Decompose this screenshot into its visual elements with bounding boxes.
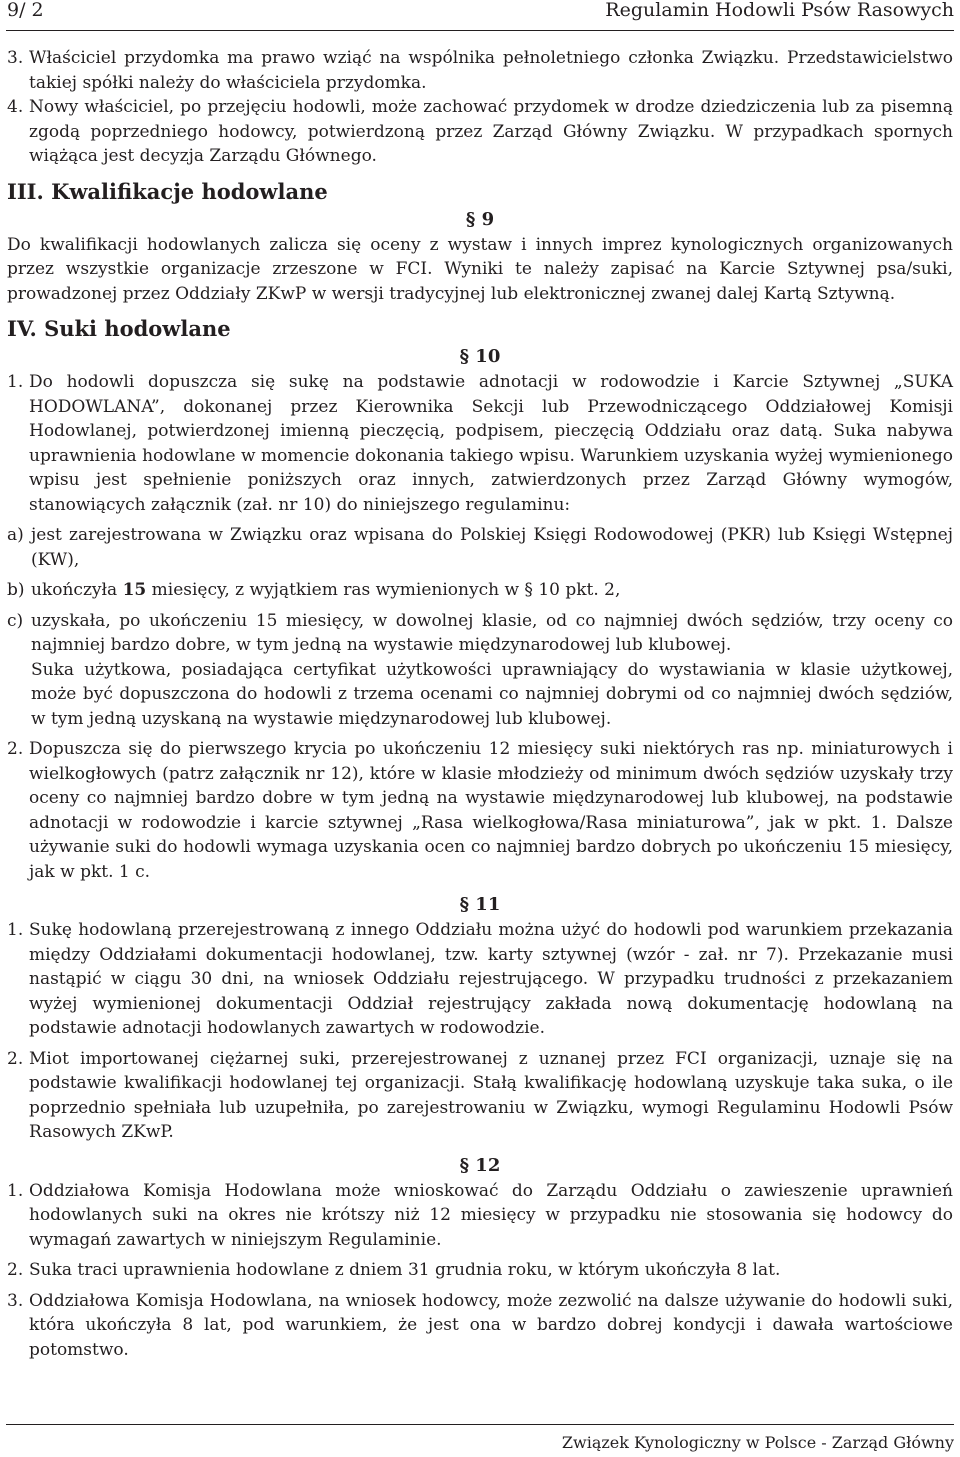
sub-item-letter: a) xyxy=(7,525,24,545)
sub-b-post: miesięcy, z wyjątkiem ras wymienionych w § 10 pkt. 2, xyxy=(151,580,621,600)
paragraph-9-heading: § 9 xyxy=(465,208,495,230)
item-text: Nowy właściciel, po przejęciu hodowli, może zachować przydomek w drodze dziedziczenia lub za pisemną zgodą poprzedniego hodowcy, potwierdzoną przez Zarząd Główny Związku. W przypadkach spornych wiążąca jest decyzja Zarządu Głównego. xyxy=(29,97,953,166)
item-number: 1. xyxy=(7,1180,24,1201)
sub-item-text xyxy=(31,578,953,603)
list-item xyxy=(7,95,953,169)
list-item xyxy=(7,737,953,884)
item-number: 4. xyxy=(7,97,24,117)
item-number: 1. xyxy=(7,372,24,392)
sub-item-text: jest zarejestrowana w Związku oraz wpisana do Polskiej Księgi Rodowodowej (PKR) lub Księgi Wstępnej (KW), xyxy=(31,525,953,570)
sub-item-a xyxy=(7,523,953,572)
item-text: Oddziałowa Komisja Hodowlana, na wniosek hodowcy, może zezwolić na dalsze używanie do hodowli suki, która ukończyła 8 lat, pod warunkiem, że jest ona w bardzo dobrej kondycji i dawała wartościowe potomstwo. xyxy=(29,1290,953,1360)
paragraph-12-heading: § 12 xyxy=(459,1154,501,1176)
page-number: 9/ 2 xyxy=(7,0,44,21)
item-text: Właściciel przydomka ma prawo wziąć na wspólnika pełnoletniego członka Związku. Przedstawicielstwo takiej spółki należy do właściciela przydomka. xyxy=(29,48,953,93)
item-text: Sukę hodowlaną przerejestrowaną z innego Oddziału można użyć do hodowli pod warunkiem przekazania między Oddziałami dokumentacji hodowlanej, tzw. karty sztywnej (wzór - zał. nr 7). Przekazanie musi nastąpić w ciągu 30 dni, na wniosek Oddziału rejestrującego. W przypadku trudności z przekazaniem wyżej wymienionej dokumentacji Oddział rejestrujący zakłada nową dokumentację hodowlaną na podstawie adnotacji hodowlanych zawartych w rodowodzie. xyxy=(29,920,953,1038)
section-heading-iv: IV. Suki hodowlane xyxy=(7,316,231,341)
sub-b-bold: 15 xyxy=(122,580,147,600)
item-number: 3. xyxy=(7,48,24,68)
item-text: Do hodowli dopuszcza się sukę na podstawie adnotacji w rodowodzie i Karcie Sztywnej „SUKA HODOWLANA”, dokonanej przez Kierownika Sekcji lub Przewodniczącego Oddziałowej Komisji Hodowlanej, potwierdzonej imienną pieczęcią, podpisem, pieczęcią Oddziału oraz datą. Suka nabywa uprawnienia hodowlane w momencie dokonania takiego wpisu. Warunkiem uzyskania wyżej wymienionego wpisu jest spełnienie poniższych oraz innych, zatwierdzonych przez Zarząd Główny wymogów, stanowiących załącznik (zał. nr 10) do niniejszego regulaminu: xyxy=(29,372,953,515)
item-number: 1. xyxy=(7,920,24,940)
list-item xyxy=(7,46,953,95)
sub-b-pre: ukończyła xyxy=(31,580,118,600)
sub-item-b xyxy=(7,578,953,603)
item-number: 2. xyxy=(7,1260,24,1280)
sub-item-letter: c) xyxy=(7,610,24,631)
sub-item-text xyxy=(31,609,953,732)
list-item xyxy=(7,370,953,517)
item-number: 3. xyxy=(7,1290,24,1311)
list-item xyxy=(7,1179,953,1253)
item-number: 2. xyxy=(7,739,24,759)
sub-item-c xyxy=(7,609,953,732)
document-title: Regulamin Hodowli Psów Rasowych xyxy=(605,0,954,21)
item-text: Miot importowanej ciężarnej suki, przerejestrowanej z uznanej przez FCI organizacji, uznaje się na podstawie kwalifikacji hodowlanej tej organizacji. Stałą kwalifikację hodowlaną uzyskuje taka suka, o ile poprzednio spełniała lub uzupełniła, po zarejestrowaniu w Związku, wymogi Regulaminu Hodowli Psów Rasowych ZKwP. xyxy=(29,1048,953,1142)
list-item xyxy=(7,918,953,1041)
item-text: Oddziałowa Komisja Hodowlana może wnioskować do Zarządu Oddziału o zawieszenie uprawnień hodowlanych suki na okres nie krótszy niż 12 miesięcy w przypadku nie stosowania się hodowcy do wymagań zawartych w niniejszym Regulaminie. xyxy=(29,1180,953,1250)
sub-c-text-2: Suka użytkowa, posiadająca certyfikat użytkowości uprawniający do wystawiania w klasie użytkowej, może być dopuszczona do hodowli z trzema ocenami co najmniej dobrymi od co najmniej dwóch sędziów, w tym jedną uzyskaną na wystawie międzynarodowej lub klubowej. xyxy=(31,659,953,729)
list-item xyxy=(7,1047,953,1145)
item-text: Suka traci uprawnienia hodowlane z dniem 31 grudnia roku, w którym ukończyła 8 lat. xyxy=(29,1260,781,1280)
paragraph-10-heading: § 10 xyxy=(459,346,501,367)
header-divider xyxy=(6,30,954,31)
sub-c-text: uzyskała, po ukończeniu 15 miesięcy, w dowolnej klasie, od co najmniej dwóch sędziów, trzy oceny co najmniej bardzo dobre, w tym jedną na wystawie międzynarodowej lub klubowej. xyxy=(31,610,953,655)
sub-item-letter: b) xyxy=(7,580,25,600)
item-text: Dopuszcza się do pierwszego krycia po ukończeniu 12 miesięcy suki niektórych ras np. miniaturowych i wielkogłowych (patrz załącznik nr 12), które w klasie młodzieży od minimum dwóch sędziów uzyskały trzy oceny co najmniej bardzo dobre w tym jedną na wystawie międzynarodowej lub klubowej, na podstawie adnotacji w rodowodzie i karcie sztywnej „Rasa wielkogłowa/Rasa miniaturowa”, jak w pkt. 1. Dalsze używanie suki do hodowli wymaga uzyskania ocen co najmniej bardzo dobrych po ukończeniu 15 miesięcy, jak w pkt. 1 c. xyxy=(29,739,953,882)
section-heading-iii: III. Kwalifikacje hodowlane xyxy=(7,178,328,204)
item-number: 2. xyxy=(7,1048,24,1069)
footer-divider xyxy=(6,1424,954,1425)
list-item xyxy=(7,1289,953,1363)
paragraph-9-text: Do kwalifikacji hodowlanych zalicza się oceny z wystaw i innych imprez kynologicznych organizowanych przez wszystkie organizacje zrzeszone w FCI. Wyniki te należy zapisać na Karcie Sztywnej psa/suki, prowadzonej przez Oddziały ZKwP w wersji tradycyjnej lub elektronicznej zwanej dalej Kartą Sztywną. xyxy=(7,234,953,304)
page-content xyxy=(7,46,953,1362)
paragraph-11-heading: § 11 xyxy=(459,894,501,915)
list-item xyxy=(7,1258,953,1283)
footer-text: Związek Kynologiczny w Polsce - Zarząd Główny xyxy=(561,1433,954,1452)
